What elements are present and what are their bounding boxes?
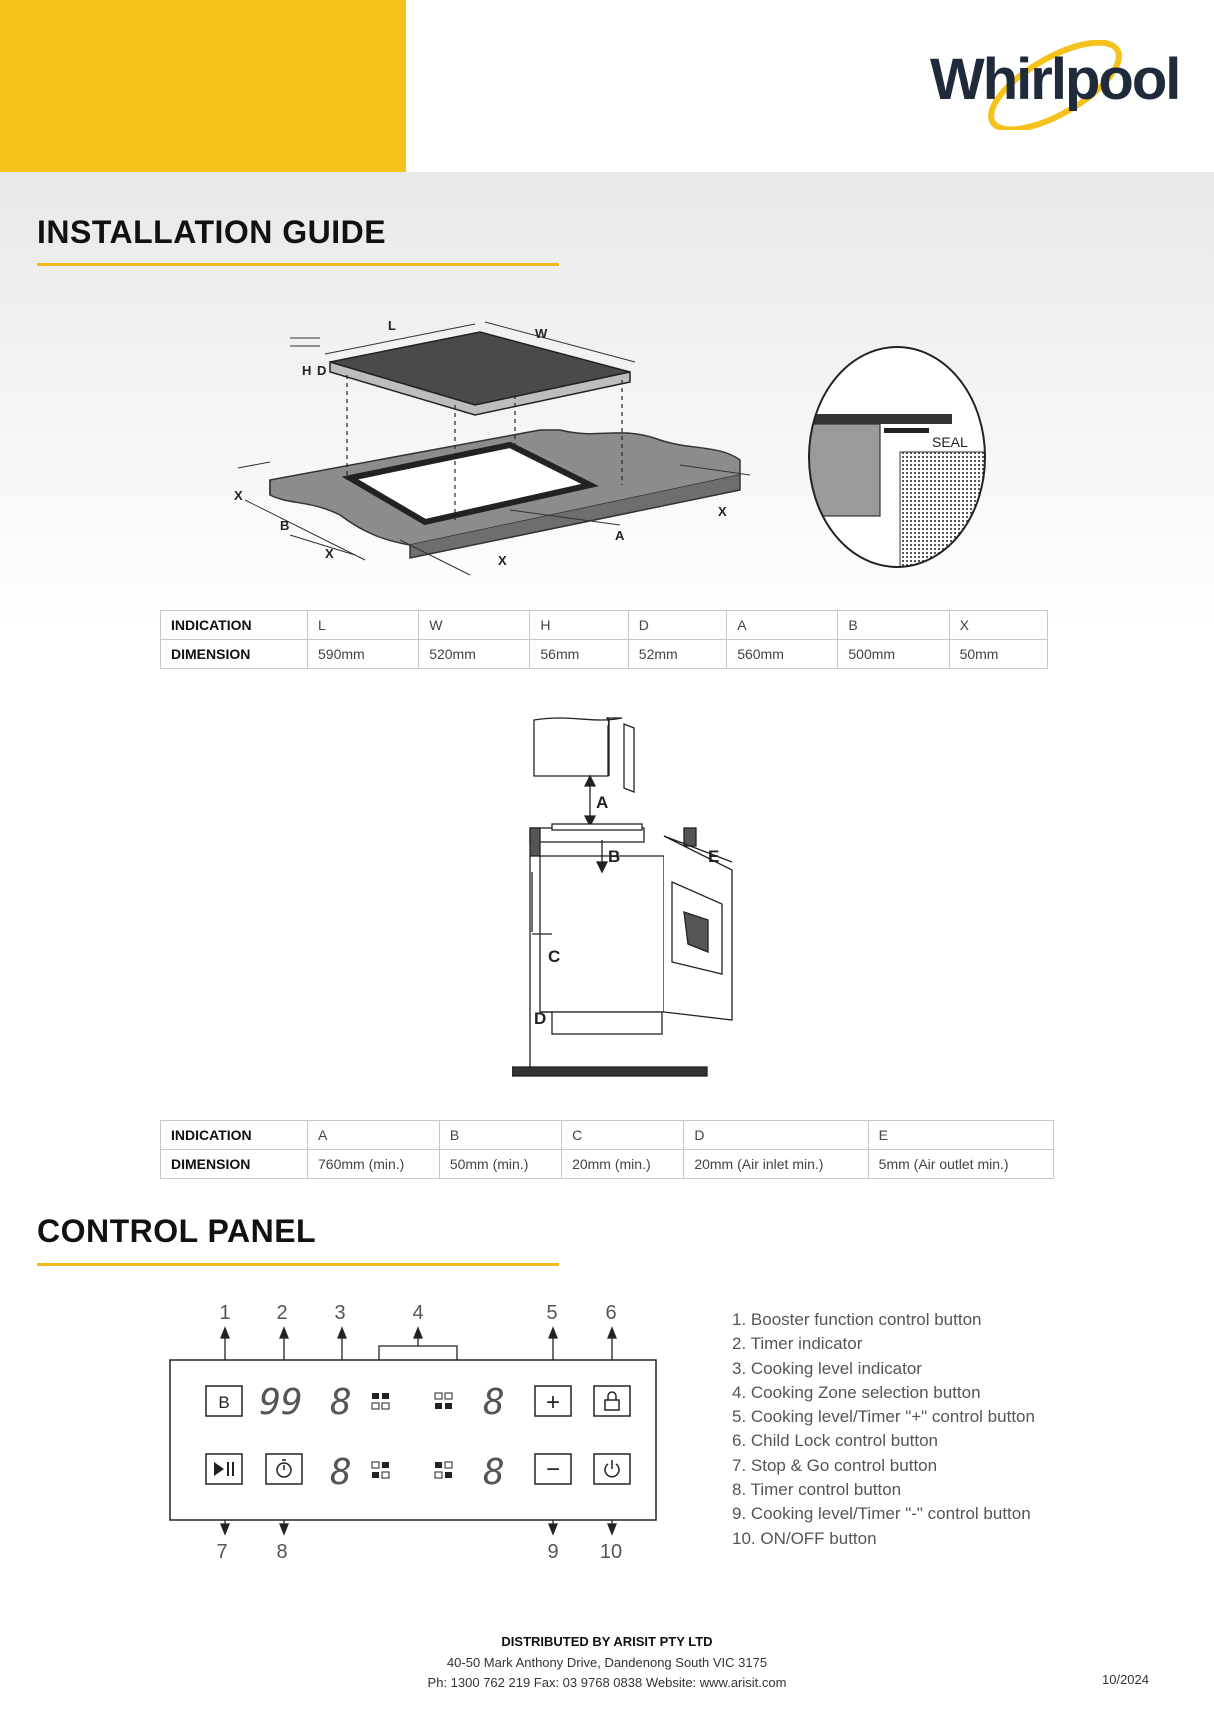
- footer-distributor: DISTRIBUTED BY ARISIT PTY LTD: [501, 1634, 713, 1649]
- table-cell: C: [562, 1121, 684, 1150]
- table-cell: X: [949, 611, 1047, 640]
- table-cell: 20mm (min.): [562, 1150, 684, 1179]
- legend-item: 2. Timer indicator: [732, 1334, 863, 1354]
- table-cell: 50mm (min.): [439, 1150, 561, 1179]
- plus-glyph: +: [545, 1389, 561, 1416]
- table-cell: 5mm (Air outlet min.): [868, 1150, 1053, 1179]
- legend-item: 4. Cooking Zone selection button: [732, 1382, 981, 1402]
- stop-go-button[interactable]: [206, 1454, 242, 1484]
- legend-item: 1. Booster function control button: [732, 1310, 982, 1329]
- clearance-label-C: C: [548, 947, 561, 966]
- table-cell: 52mm: [628, 640, 726, 669]
- clearance-label-D: D: [534, 1009, 547, 1028]
- title-underline: [37, 263, 559, 266]
- legend-item: 10. ON/OFF button: [732, 1528, 877, 1548]
- table-row: [161, 1150, 1054, 1179]
- cooking-level-indicator: 8: [483, 1452, 505, 1493]
- row-label: INDICATION: [161, 611, 308, 640]
- booster-glyph: B: [218, 1393, 230, 1412]
- hob-dimension-table: [160, 610, 1048, 669]
- legend-item: 3. Cooking level indicator: [732, 1358, 922, 1378]
- table-cell: E: [868, 1121, 1053, 1150]
- footer-address: 40-50 Mark Anthony Drive, Dandenong South VIC 3175: [446, 1655, 768, 1670]
- table-cell: 590mm: [308, 640, 419, 669]
- label-X-left: X: [234, 488, 243, 503]
- timer-button[interactable]: [266, 1454, 302, 1484]
- clearance-label-E: E: [708, 847, 720, 866]
- table-row: [161, 611, 1048, 640]
- child-lock-button[interactable]: [594, 1386, 630, 1416]
- table-row: [161, 640, 1048, 669]
- hob-top: [330, 332, 630, 405]
- cooking-level-indicator: 8: [483, 1382, 505, 1423]
- installation-guide-title: INSTALLATION GUIDE: [37, 214, 387, 250]
- footer-contact: Ph: 1300 762 219 Fax: 03 9768 0838 Website: www.arisit.com: [427, 1675, 787, 1690]
- table-row: [161, 1121, 1054, 1150]
- callout-number-8: 8: [276, 1541, 288, 1563]
- row-label: INDICATION: [161, 1121, 308, 1150]
- callout-number-3: 3: [334, 1302, 346, 1324]
- control-panel-legend: [732, 1308, 1035, 1551]
- clearance-dimension-table: [160, 1120, 1054, 1179]
- title-underline: [37, 1263, 559, 1266]
- callout-number-9: 9: [547, 1541, 559, 1563]
- table-cell: 50mm: [949, 640, 1047, 669]
- seal-detail-diagram: [802, 344, 992, 574]
- table-cell: B: [838, 611, 949, 640]
- label-B: B: [280, 518, 290, 533]
- power-button[interactable]: [594, 1454, 630, 1484]
- table-cell: 560mm: [727, 640, 838, 669]
- callout-number-1: 1: [219, 1302, 231, 1324]
- header-accent-block: [0, 0, 406, 172]
- label-L: L: [388, 318, 396, 333]
- legend-item: 9. Cooking level/Timer "-" control button: [732, 1504, 1031, 1524]
- clearance-diagram: [512, 712, 772, 1082]
- table-cell: 20mm (Air inlet min.): [684, 1150, 868, 1179]
- legend-item: 6. Child Lock control button: [732, 1431, 939, 1451]
- table-cell: L: [308, 611, 419, 640]
- clearance-label-B: B: [608, 847, 621, 866]
- logo-wordmark: Whirlpool: [930, 47, 1180, 112]
- plus-button[interactable]: [535, 1386, 571, 1416]
- legend-item: 7. Stop & Go control button: [732, 1455, 938, 1475]
- row-label: DIMENSION: [161, 1150, 308, 1179]
- row-label: DIMENSION: [161, 640, 308, 669]
- control-panel-diagram: [160, 1298, 660, 1568]
- table-cell: A: [308, 1121, 440, 1150]
- timer-indicator: 99: [259, 1382, 303, 1423]
- table-cell: 520mm: [419, 640, 530, 669]
- callout-number-6: 6: [605, 1302, 617, 1324]
- minus-button[interactable]: [535, 1454, 571, 1484]
- table-cell: D: [628, 611, 726, 640]
- control-panel-frame: [170, 1360, 656, 1520]
- callout-number-7: 7: [216, 1541, 228, 1563]
- label-W: W: [535, 326, 548, 341]
- callout-number-2: 2: [276, 1302, 288, 1324]
- table-cell: 500mm: [838, 640, 949, 669]
- label-X-bottom-left: X: [325, 546, 334, 561]
- footer-date: 10/2024: [1102, 1672, 1149, 1687]
- cooking-level-indicator: 8: [330, 1452, 352, 1493]
- cooking-level-indicator: 8: [330, 1382, 352, 1423]
- booster-button[interactable]: [206, 1386, 242, 1416]
- clearance-label-A: A: [596, 793, 609, 812]
- label-H: H: [302, 363, 312, 378]
- table-cell: B: [439, 1121, 561, 1150]
- legend-item: 8. Timer control button: [732, 1480, 902, 1500]
- table-cell: H: [530, 611, 628, 640]
- table-cell: 56mm: [530, 640, 628, 669]
- table-cell: W: [419, 611, 530, 640]
- table-cell: 760mm (min.): [308, 1150, 440, 1179]
- label-A: A: [615, 528, 625, 543]
- table-cell: D: [684, 1121, 868, 1150]
- seal-label: SEAL: [932, 434, 968, 450]
- table-cell: A: [727, 611, 838, 640]
- label-D: D: [317, 363, 327, 378]
- legend-item: 5. Cooking level/Timer "+" control button: [732, 1407, 1035, 1427]
- callout-number-4: 4: [412, 1302, 424, 1324]
- control-panel-title: CONTROL PANEL: [37, 1213, 317, 1249]
- label-X-right: X: [718, 504, 727, 519]
- whirlpool-logo: [930, 40, 1180, 130]
- callout-number-10: 10: [599, 1541, 623, 1563]
- label-X-bottom: X: [498, 553, 507, 568]
- callout-number-5: 5: [546, 1302, 558, 1324]
- minus-glyph: −: [545, 1456, 561, 1483]
